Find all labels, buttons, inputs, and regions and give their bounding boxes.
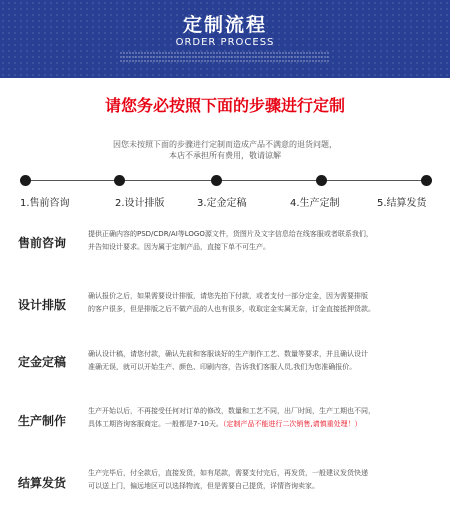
step-title-consult: 售前咨询 [18,236,67,250]
step-title-production: 生产制作 [18,414,67,428]
timeline-dot-2 [114,175,125,186]
step-text-production [88,405,443,431]
timeline-dot-5 [421,175,432,186]
resale-warning: （定制产品不能进行二次销售,请慎重处理！） [222,420,362,428]
intro-line-1: 因您未按照下面的步骤进行定制而造成产品不满意的退货问题， [113,140,337,149]
timeline-line [20,180,432,181]
process-timeline [0,172,450,212]
timeline-dot-4 [316,175,327,186]
step-title-delivery: 结算发货 [18,476,67,490]
step-text-line: 确认报价之后，如果需要设计排版，请您先拍下付款，或者支付一部分定金，因为需要排版 [88,292,368,300]
step-text-line: 生产开始以后，不再接受任何对订单的修改，数量和工艺不同，出厂时间，生产工期也不同， [88,407,375,415]
intro-text [60,139,390,161]
timeline-label-2: 2.设计排版 [115,198,165,209]
step-text-line [88,418,443,431]
header-banner [0,0,450,78]
step-text-line: 确认设计稿，请您付款，确认先前和客服谈好的生产制作工艺、数量等要求，并且确认设计 [88,350,368,358]
timeline-label-1: 1.售前咨询 [20,198,70,209]
step-text-line: 可以送上门，偏远地区可以选择物流，但是需要自己提货，详情咨询卖家。 [88,482,319,490]
intro-line-2: 本店不承担所有费用，敬请谅解 [169,151,281,160]
timeline-label-3: 3.定金定稿 [197,198,247,209]
step-text-delivery [88,467,443,493]
banner-title: 定制流程 [182,14,267,36]
banner-subtitle: ORDER PROCESS [175,37,275,48]
step-text-normal: 具体工期咨询客服商定。一般都是7-10天。 [88,420,223,428]
step-title-deposit: 定金定稿 [18,355,67,369]
timeline-dot-1 [20,175,31,186]
banner-decorative-text [120,52,330,66]
timeline-dot-3 [211,175,222,186]
step-text-line: 的客户很多，但是排版之后不做产品的人也有很多，收取定金实属无奈，订金直接抵押货款。 [88,305,375,313]
step-text-line: 并告知设计要求。因为属于定制产品，直接下单不可生产。 [88,243,270,251]
notice-heading: 请您务必按照下面的步骤进行定制 [104,96,345,115]
step-text-design [88,290,443,316]
step-text-line: 生产完毕后，付全款后，直接发货，如有尾款，需要支付完后，再发货，一般建议发货快递 [88,469,368,477]
timeline-label-4: 4.生产定制 [290,198,340,209]
step-text-consult [88,228,443,254]
step-text-line: 提供正确内容的PSD/CDR/AI等LOGO源文件，货图片及文字信息给在线客服或者联系我们， [88,230,373,238]
step-title-design: 设计排版 [18,298,67,312]
timeline-label-5: 5.结算发货 [377,198,427,209]
step-text-deposit [88,348,443,374]
step-text-line: 准确无误，就可以开始生产、颜色、印刷内容，告诉我们客服人员,我们为您准确报价。 [88,363,357,371]
